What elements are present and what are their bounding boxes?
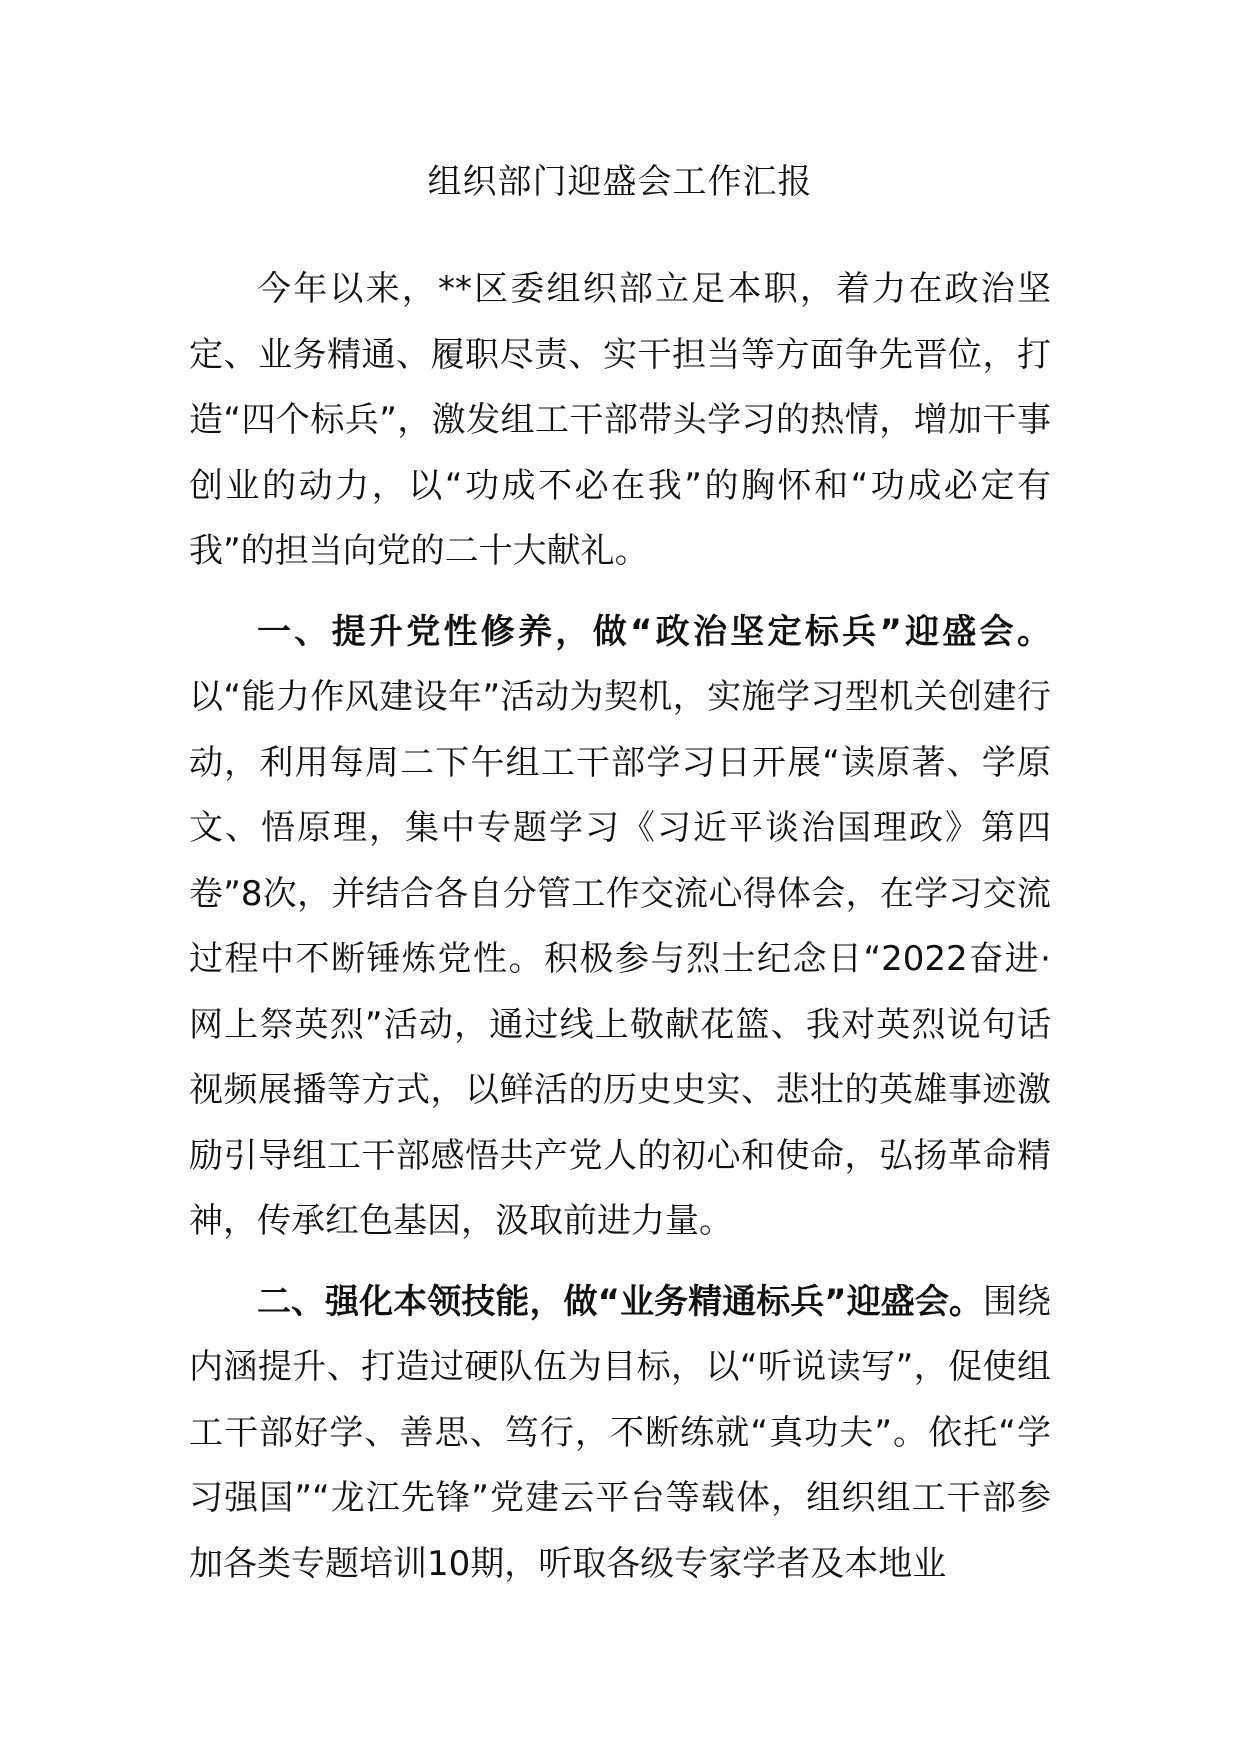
document-body <box>189 257 1051 1612</box>
document-title: 组织部门迎盛会工作汇报 <box>427 162 813 202</box>
paragraph-intro <box>189 257 1051 585</box>
section-2-text: 围绕内涵提升、打造过硬队伍为目标，以“听说读写”，促使组工干部好学、善思、笃行，不断练就“真功夫”。依托“学习强国”“龙江先锋”党建云平台等载体，组织组工干部参加各类专题培训10期，听取各级专家学者及本地业 <box>189 1281 1051 1584</box>
paragraph-section-2 <box>189 1270 1051 1598</box>
paragraph-intro-text: 今年以来，**区委组织部立足本职，着力在政治坚定、业务精通、履职尽责、实干担当等方面争先晋位，打造“四个标兵”，激发组工干部带头学习的热情，增加干事创业的动力，以“功成不必在我”的胸怀和“功成必定有我”的担当向党的二十大献礼。 <box>189 269 1051 571</box>
section-2-heading: 二、强化本领技能，做“业务精通标兵”迎盛会。 <box>257 1281 983 1322</box>
paragraph-section-1 <box>189 600 1051 1255</box>
section-1-text: 以“能力作风建设年”活动为契机，实施学习型机关创建行动，利用每周二下午组工干部学习日开展“读原著、学原文、悟原理，集中专题学习《习近平谈治国理政》第四卷”8次，并结合各自分管工作交流心得体会，在学习交流过程中不断锤炼党性。积极参与烈士纪念日“2022奋进·网上祭英烈”活动，通过线上敬献花篮、我对英烈说句话视频展播等方式，以鲜活的历史史实、悲壮的英雄事迹激励引导组工干部感悟共产党人的初心和使命，弘扬革命精神，传承红色基因，汲取前进力量。 <box>189 677 1051 1241</box>
section-1-heading: 一、提升党性修养，做“政治坚定标兵”迎盛会。 <box>257 611 1051 652</box>
